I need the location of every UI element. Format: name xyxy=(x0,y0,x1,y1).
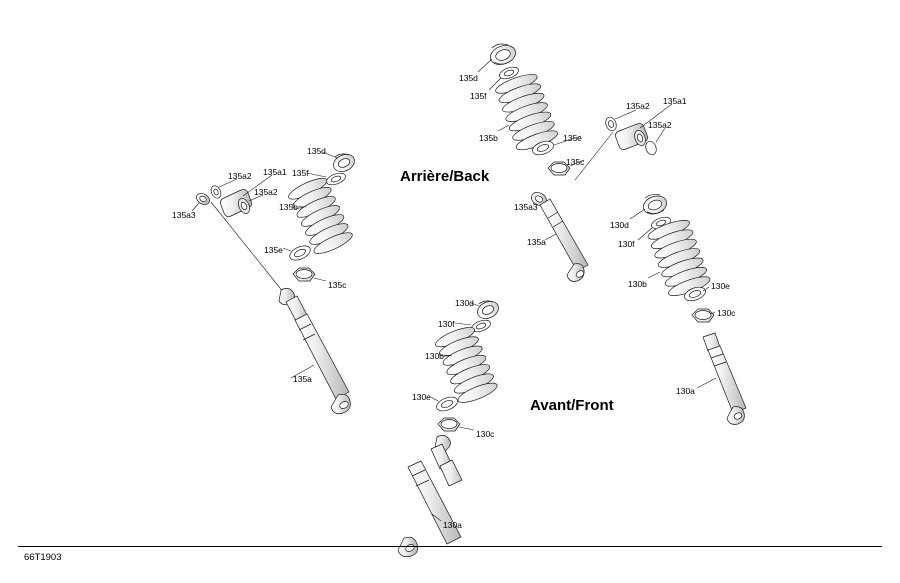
callout-135a1-back-left: 135a1 xyxy=(263,167,287,177)
callout-135b-back-left: 135b xyxy=(279,202,298,212)
callout-135a2-back-left-b: 135a2 xyxy=(254,187,278,197)
callout-135f-back-left: 135f xyxy=(292,168,309,178)
callout-135d-back-right: 135d xyxy=(459,73,478,83)
part-130c-front-right xyxy=(692,309,714,322)
callout-135a2-back-right-b: 135a2 xyxy=(648,120,672,130)
callout-130c-front-right: 130c xyxy=(717,308,736,318)
callout-130d-front-right: 130d xyxy=(610,220,629,230)
part-135a-back-left xyxy=(279,288,350,413)
callout-135a2-back-left-a: 135a2 xyxy=(228,171,252,181)
callout-135a3-back-left: 135a3 xyxy=(172,210,196,220)
callout-130b-front-right: 130b xyxy=(628,279,647,289)
callout-130c-front-left: 130c xyxy=(476,429,495,439)
callout-135d-back-left: 135d xyxy=(307,146,326,156)
callout-135a2-back-right-a: 135a2 xyxy=(626,101,650,111)
part-135f-back-left xyxy=(325,171,347,187)
callout-130e-front-right: 130e xyxy=(711,281,730,291)
part-130d-front-left xyxy=(475,298,502,322)
part-135b-back-left xyxy=(286,174,354,257)
part-135c-back-left xyxy=(293,268,315,281)
callout-135a-back-left: 135a xyxy=(293,374,312,384)
footer-divider xyxy=(18,546,882,547)
callout-135b-back-right: 135b xyxy=(479,133,498,143)
callout-135a1-back-right: 135a1 xyxy=(663,96,687,106)
callout-135c-back-right: 135c xyxy=(566,157,585,167)
callout-130f-front-left: 130f xyxy=(438,319,455,329)
section-title-front: Avant/Front xyxy=(530,397,614,414)
callout-130b-front-left: 130b xyxy=(425,351,444,361)
part-135e-back-left xyxy=(287,243,312,263)
part-135a1-back-right xyxy=(615,123,647,149)
part-135a2-back-right-b xyxy=(644,140,658,157)
document-code: 66T1903 xyxy=(24,552,62,563)
part-130a-front-right xyxy=(703,333,746,424)
callout-135c-back-left: 135c xyxy=(328,280,347,290)
part-130d-front-right xyxy=(641,193,669,217)
part-130c-front-left xyxy=(438,418,460,431)
callout-135e-back-right: 135e xyxy=(563,133,582,143)
part-130b-front-left xyxy=(433,324,499,406)
callout-135a3-back-right: 135a3 xyxy=(514,202,538,212)
part-130e-front-left xyxy=(435,394,460,413)
part-135d-back-right xyxy=(488,42,519,68)
callout-135a-back-right: 135a xyxy=(527,237,546,247)
part-135a2-back-left-a xyxy=(209,184,223,200)
callout-130a-front-left: 130a xyxy=(443,520,462,530)
callout-130f-front-right: 130f xyxy=(618,239,635,249)
callout-130d-front-left: 130d xyxy=(455,298,474,308)
section-title-back: Arrière/Back xyxy=(400,168,490,185)
part-135d-back-left xyxy=(331,151,358,175)
callout-130a-front-right: 130a xyxy=(676,386,695,396)
callout-130e-front-left: 130e xyxy=(412,392,431,402)
callout-135f-back-right: 135f xyxy=(470,91,487,101)
callout-135e-back-left: 135e xyxy=(264,245,283,255)
part-135a3-back-left xyxy=(194,191,211,207)
part-135a1-back-left xyxy=(220,189,251,216)
part-135a-back-right xyxy=(540,199,588,281)
part-135a2-back-right-a xyxy=(604,116,618,133)
part-130a-front-left xyxy=(398,435,462,556)
part-130b-front-right xyxy=(646,217,712,300)
part-135b-back-right xyxy=(494,71,560,154)
